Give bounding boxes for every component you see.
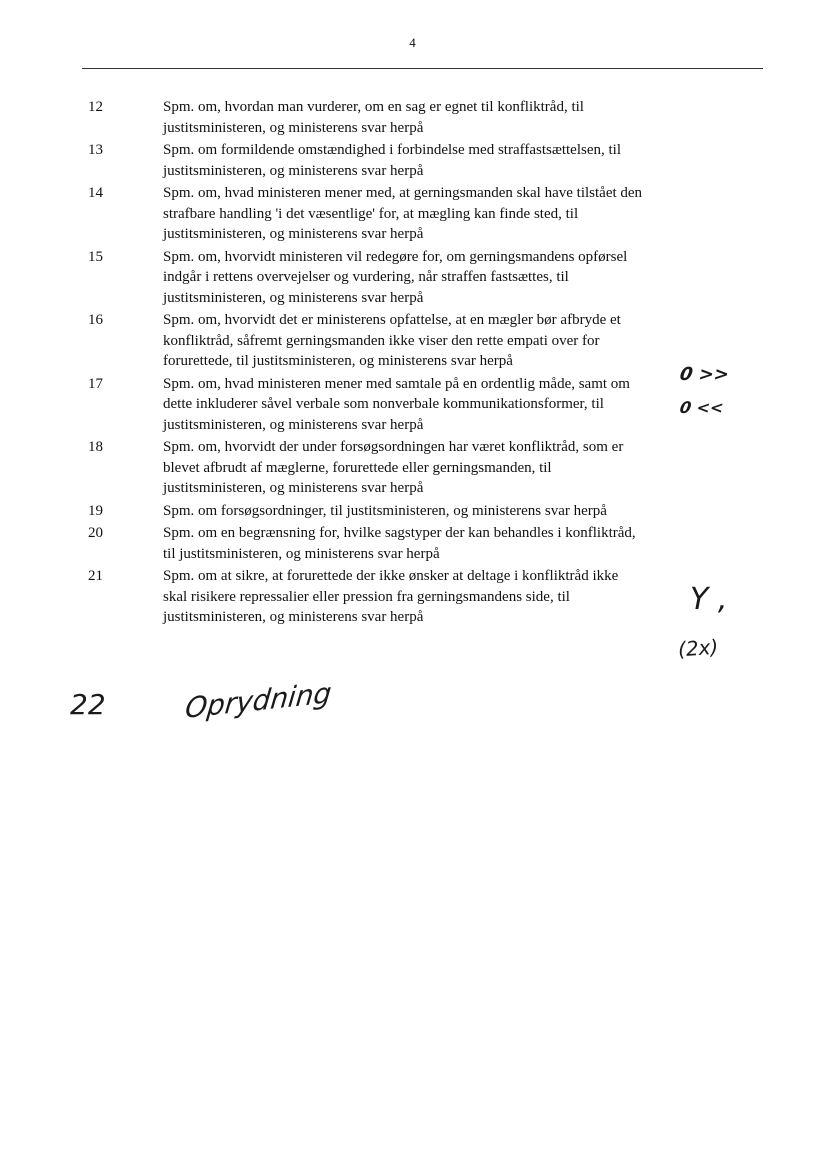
item-number: 15 bbox=[88, 248, 103, 265]
list-item bbox=[0, 97, 825, 138]
margin-note: 0 << bbox=[678, 398, 726, 417]
item-text: Spm. om, hvorvidt det er ministerens opfattelse, at en mægler bør afbryde et konfliktråd, såfremt gerningsmanden ikke viser den rette empati over for forurettede, til justitsministeren, og ministerens svar herpå bbox=[163, 312, 621, 369]
list-item bbox=[0, 501, 825, 522]
page-number: 4 bbox=[409, 35, 416, 50]
list-item bbox=[0, 523, 825, 564]
item-text: Spm. om at sikre, at forurettede der ikke ønsker at deltage i konfliktråd ikke skal risikere repressalier eller pression fra gerningsmandens side, til justitsministeren, og ministerens svar herpå bbox=[163, 568, 619, 625]
handwritten-item-number: 22 bbox=[70, 688, 106, 721]
item-number: 20 bbox=[88, 525, 103, 541]
margin-note: 0 >> bbox=[678, 364, 731, 385]
list-item bbox=[0, 437, 825, 499]
handwritten-item-text: Oprydning bbox=[183, 676, 334, 725]
item-number: 19 bbox=[88, 502, 103, 519]
item-text: Spm. om, hvorvidt der under forsøgsordningen har været konfliktråd, som er blevet afbrudt af mæglerne, forurettede eller gerningsmanden, til justitsministeren, og ministerens svar herpå bbox=[163, 439, 624, 496]
item-text: Spm. om, hvad ministeren mener med samtale på en ordentlig måde, samt om dette inkluderer såvel verbale som nonverbale kommunikationsformer, til justitsministeren, og ministerens svar herpå bbox=[163, 375, 630, 433]
item-text: Spm. om forsøgsordninger, til justitsministeren, og ministerens svar herpå bbox=[163, 502, 607, 519]
list-item bbox=[0, 183, 825, 245]
margin-note: (2x) bbox=[677, 634, 719, 662]
item-text: Spm. om, hvad ministeren mener med, at gerningsmanden skal have tilstået den strafbare handling 'i det væsentlige' for, at mægling kan finde sted, til justitsministeren, og ministerens svar herpå bbox=[163, 185, 643, 242]
item-text: Spm. om, hvorvidt ministeren vil redegøre for, om gerningsmandens opførsel indgår i rettens overvejelser og vurdering, når straffen fastsættes, til justitsministeren, og ministerens svar herpå bbox=[163, 248, 628, 306]
header-divider bbox=[82, 68, 763, 69]
margin-note: Y , bbox=[690, 582, 728, 617]
item-number: 14 bbox=[88, 185, 103, 201]
item-number: 18 bbox=[88, 439, 103, 455]
item-text: Spm. om formildende omstændighed i forbindelse med straffastsættelsen, til justitsministeren, og ministerens svar herpå bbox=[163, 142, 621, 179]
item-number: 12 bbox=[88, 99, 103, 115]
item-number: 16 bbox=[88, 312, 103, 328]
list-item bbox=[0, 247, 825, 309]
item-number: 13 bbox=[88, 142, 103, 158]
list-item bbox=[0, 310, 825, 372]
item-number: 21 bbox=[88, 568, 103, 584]
list-item bbox=[0, 140, 825, 181]
item-text: Spm. om en begrænsning for, hvilke sagstyper der kan behandles i konfliktråd, til justitsministeren, og ministerens svar herpå bbox=[163, 525, 636, 562]
item-number: 17 bbox=[88, 375, 103, 392]
item-text: Spm. om, hvordan man vurderer, om en sag er egnet til konfliktråd, til justitsministeren, og ministerens svar herpå bbox=[163, 99, 584, 136]
